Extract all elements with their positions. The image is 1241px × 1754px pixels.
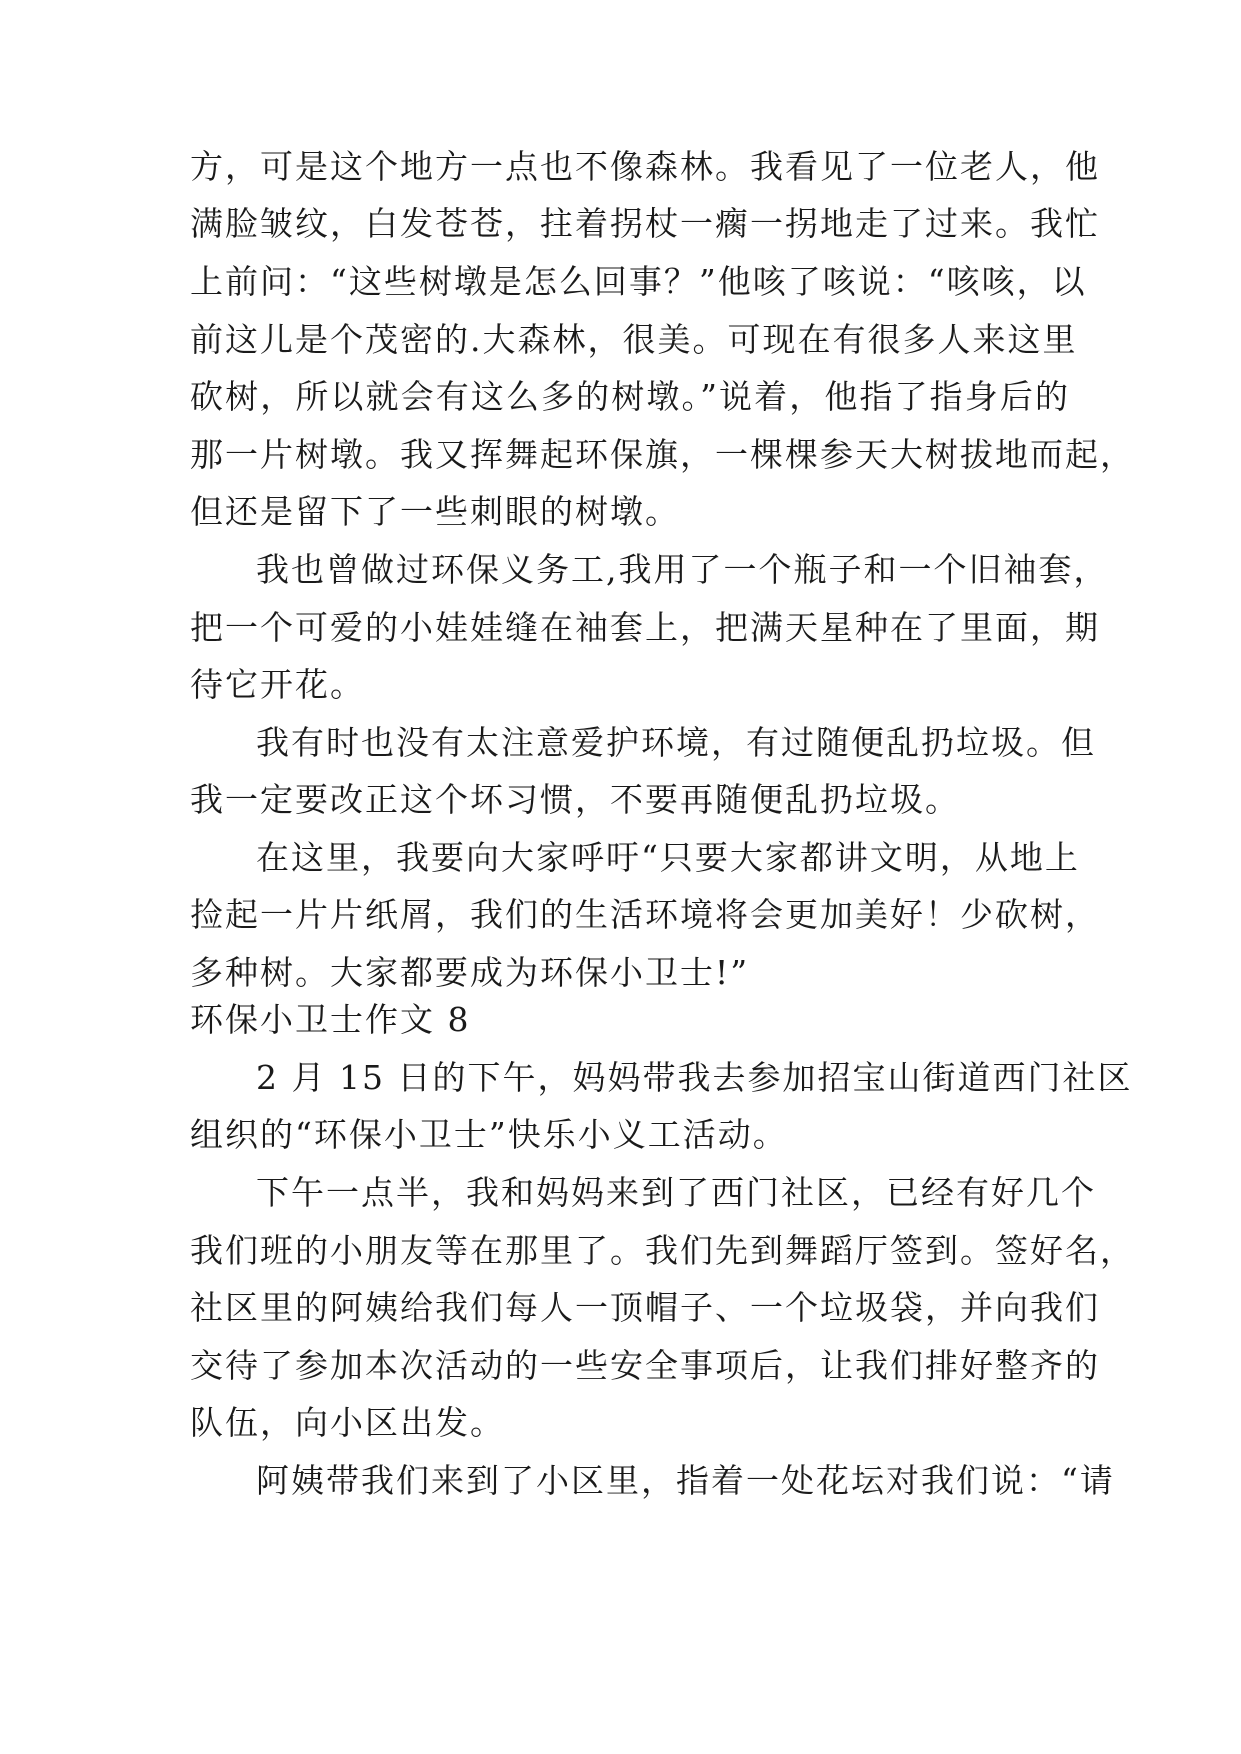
text-line: 我有时也没有太注意爱护环境，有过随便乱扔垃圾。但 [256, 723, 1096, 762]
text-line: 那一片树墩。我又挥舞起环保旗，一棵棵参天大树拔地而起， [190, 435, 1135, 474]
text-line: 但还是留下了一些刺眼的树墩。 [190, 492, 680, 531]
text-line: 组织的“环保小卫士”快乐小义工活动。 [190, 1115, 788, 1154]
text-line: 2 月 15 日的下午，妈妈带我去参加招宝山街道西门社区 [256, 1058, 1133, 1097]
text-line: 我们班的小朋友等在那里了。我们先到舞蹈厅签到。签好名， [190, 1231, 1135, 1270]
text-line: 上前问：“这些树墩是怎么回事？”他咳了咳说：“咳咳，以 [190, 262, 1087, 301]
text-line: 我也曾做过环保义务工,我用了一个瓶子和一个旧袖套， [256, 550, 1109, 589]
text-line: 交待了参加本次活动的一些安全事项后，让我们排好整齐的 [190, 1346, 1100, 1385]
text-line: 方，可是这个地方一点也不像森林。我看见了一位老人，他 [190, 147, 1100, 186]
text-line: 队伍，向小区出发。 [190, 1403, 505, 1442]
text-line: 砍树，所以就会有这么多的树墩。”说着，他指了指身后的 [190, 377, 1070, 416]
text-line: 阿姨带我们来到了小区里，指着一处花坛对我们说：“请 [256, 1461, 1115, 1500]
text-line: 前这儿是个茂密的.大森林，很美。可现在有很多人来这里 [190, 320, 1078, 359]
text-line: 我一定要改正这个坏习惯，不要再随便乱扔垃圾。 [190, 780, 960, 819]
text-line: 满脸皱纹，白发苍苍，拄着拐杖一瘸一拐地走了过来。我忙 [190, 204, 1100, 243]
text-line: 待它开花。 [190, 665, 365, 704]
text-line: 捡起一片片纸屑，我们的生活环境将会更加美好！少砍树， [190, 895, 1100, 934]
text-line: 在这里，我要向大家呼吁“只要大家都讲文明，从地上 [256, 838, 1080, 877]
text-line: 社区里的阿姨给我们每人一顶帽子、一个垃圾袋，并向我们 [190, 1288, 1100, 1327]
text-line: 把一个可爱的小娃娃缝在袖套上，把满天星种在了里面，期 [190, 608, 1100, 647]
text-line: 下午一点半，我和妈妈来到了西门社区，已经有好几个 [256, 1173, 1096, 1212]
text-line: 多种树。大家都要成为环保小卫士!” [190, 953, 750, 992]
section-heading: 环保小卫士作文 8 [190, 1000, 471, 1039]
